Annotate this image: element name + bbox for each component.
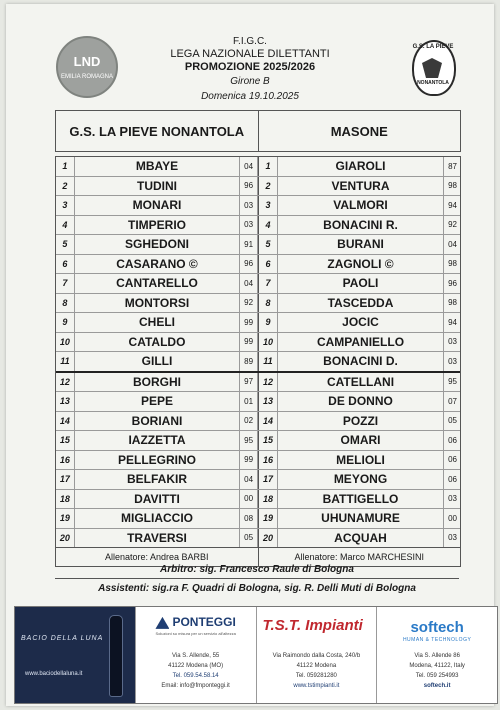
roster-row — [56, 196, 460, 216]
birth-year: 95 — [239, 431, 258, 450]
shirt-number: 7 — [56, 274, 75, 293]
player-name: BORGHI — [133, 374, 181, 389]
birth-year: 94 — [443, 313, 461, 332]
birth-year: 95 — [443, 373, 461, 392]
birth-year: 99 — [239, 451, 258, 470]
roster-row — [56, 509, 460, 529]
birth-year: 03 — [443, 490, 461, 509]
roster-rows — [56, 157, 460, 547]
birth-year: 99 — [239, 333, 258, 352]
away-team-name: MASONE — [258, 111, 461, 151]
away-player — [258, 431, 461, 450]
sponsor-banner — [14, 606, 498, 704]
crest-bottom-text: NONANTOLA — [417, 80, 449, 86]
birth-year: 96 — [239, 255, 258, 274]
away-player — [258, 529, 461, 548]
birth-year: 07 — [443, 392, 461, 411]
home-player — [56, 333, 258, 352]
sponsor-tst — [257, 607, 378, 703]
shirt-number: 4 — [259, 216, 278, 235]
shirt-number: 9 — [56, 313, 75, 332]
bottle-icon — [109, 615, 123, 697]
player-name: POZZI — [342, 413, 379, 428]
shirt-number: 3 — [56, 196, 75, 215]
player-name: MBAYE — [135, 159, 179, 174]
lnd-logo-subtext: EMILIA ROMAGNA — [60, 74, 113, 80]
league-name: LEGA NAZIONALE DILETTANTI — [170, 48, 330, 60]
officials — [55, 560, 459, 597]
away-player — [258, 235, 461, 254]
shirt-number: 11 — [56, 352, 75, 371]
birth-year: 08 — [239, 509, 258, 528]
player-name: BORIANI — [131, 413, 183, 428]
shirt-number: 10 — [259, 333, 278, 352]
birth-year: 04 — [239, 157, 258, 176]
ponteggi-logo-icon — [155, 617, 169, 629]
home-player — [56, 392, 258, 411]
home-player — [56, 255, 258, 274]
birth-year: 91 — [239, 235, 258, 254]
shirt-number: 17 — [259, 470, 278, 489]
home-player — [56, 470, 258, 489]
roster-row — [56, 451, 460, 471]
birth-year: 99 — [239, 313, 258, 332]
birth-year: 89 — [239, 352, 258, 371]
assistants: Assistenti: sig.ra F. Quadri di Bologna, sig. R. Delli Muti di Bologna — [98, 582, 416, 594]
player-name: JOCIC — [342, 315, 379, 330]
shirt-number: 18 — [56, 490, 75, 509]
birth-year: 05 — [239, 529, 258, 548]
player-name: DAVITTI — [134, 491, 180, 506]
lnd-logo-text: LND — [73, 54, 101, 69]
birth-year: 96 — [239, 177, 258, 196]
shirt-number: 16 — [259, 451, 278, 470]
away-player — [258, 216, 461, 235]
away-player — [258, 333, 461, 352]
player-name: CASARANO © — [116, 256, 198, 271]
player-name: CATELLANI — [326, 374, 395, 389]
home-team-name: G.S. LA PIEVE NONANTOLA — [69, 123, 245, 139]
referee: Arbitro: sig. Francesco Raule di Bologna — [55, 560, 459, 579]
player-name: MEYONG — [333, 472, 388, 487]
away-player — [258, 392, 461, 411]
birth-year: 03 — [443, 529, 461, 548]
sponsor-name: PONTEGGI — [172, 615, 236, 629]
shirt-number: 19 — [56, 509, 75, 528]
birth-year: 03 — [443, 352, 461, 371]
player-name: MONARI — [132, 198, 182, 213]
roster-row — [56, 255, 460, 275]
sponsor-name: T.S.T. Impianti — [262, 617, 363, 634]
shirt-number: 17 — [56, 470, 75, 489]
shirt-number: 16 — [56, 451, 75, 470]
sponsor-softech — [377, 607, 497, 703]
championship: PROMOZIONE 2025/2026 — [184, 61, 316, 73]
sponsor-name: BACIO DELLA LUNA — [21, 635, 104, 642]
birth-year: 98 — [443, 255, 461, 274]
player-name: BELFAKIR — [127, 472, 187, 487]
player-name: OMARI — [340, 433, 381, 448]
match-date: Domenica 19.10.2025 — [201, 91, 299, 102]
player-name: SGHEDONI — [124, 237, 189, 252]
away-player — [258, 412, 461, 431]
roster-row — [56, 333, 460, 353]
birth-year: 94 — [443, 196, 461, 215]
player-name: ZAGNOLI © — [327, 256, 394, 271]
roster-row — [56, 529, 460, 548]
birth-year: 03 — [239, 216, 258, 235]
shirt-number: 15 — [56, 431, 75, 450]
shirt-number: 20 — [259, 529, 278, 548]
sponsor-address-block — [136, 651, 256, 691]
roster-row — [56, 412, 460, 432]
home-player — [56, 412, 258, 431]
home-player — [56, 235, 258, 254]
away-player — [258, 352, 461, 371]
away-player — [258, 196, 461, 215]
roster-row — [56, 177, 460, 197]
shirt-number: 8 — [259, 294, 278, 313]
sponsor-name: softech — [410, 619, 464, 636]
player-name: VALMORI — [333, 198, 388, 213]
ponteggi-logo — [136, 615, 256, 629]
shirt-number: 13 — [56, 392, 75, 411]
birth-year: 98 — [443, 294, 461, 313]
sponsor-url: softech.it — [423, 683, 451, 689]
roster-row — [56, 313, 460, 333]
sponsor-address: Via Raimondo dalla Costa, 240/b — [272, 653, 361, 659]
home-player — [56, 196, 258, 215]
player-name: MIGLIACCIO — [121, 511, 193, 526]
player-name: PELLEGRINO — [117, 452, 196, 467]
player-name: MONTORSI — [124, 295, 190, 310]
sponsor-tagline: Soluzioni su misura per un servizio all'altezza — [155, 631, 236, 636]
birth-year: 03 — [443, 333, 461, 352]
shirt-number: 8 — [56, 294, 75, 313]
shirt-number: 9 — [259, 313, 278, 332]
away-player — [258, 373, 461, 392]
shirt-number: 18 — [259, 490, 278, 509]
away-player — [258, 177, 461, 196]
player-name: PEPE — [140, 394, 173, 409]
shirt-number: 1 — [56, 157, 75, 176]
player-name: BURANI — [337, 237, 384, 252]
birth-year: 92 — [443, 216, 461, 235]
sponsor-tagline: HUMAN & TECHNOLOGY — [402, 637, 472, 643]
federation: F.I.G.C. — [233, 36, 267, 47]
birth-year: 02 — [239, 412, 258, 431]
sponsor-address: Via S. Allende 86 — [414, 653, 460, 659]
player-name: DE DONNO — [328, 394, 393, 409]
roster-row — [56, 431, 460, 451]
player-name: CANTARELLO — [116, 276, 198, 291]
roster-row — [56, 216, 460, 236]
sponsor-city: 41122 Modena — [296, 663, 337, 669]
group: Girone B — [230, 76, 270, 87]
sponsor-tel: Tel. 059281280 — [295, 673, 337, 679]
player-name: MELIOLI — [336, 452, 385, 467]
shirt-number: 12 — [259, 373, 278, 392]
away-player — [258, 313, 461, 332]
player-name: GIAROLI — [335, 159, 386, 174]
shirt-number: 19 — [259, 509, 278, 528]
away-player — [258, 509, 461, 528]
roster-row — [56, 235, 460, 255]
birth-year: 04 — [239, 470, 258, 489]
player-name: VENTURA — [331, 178, 390, 193]
birth-year: 98 — [443, 177, 461, 196]
roster-row — [56, 470, 460, 490]
sponsor-address-block — [257, 651, 377, 691]
sponsor-city: 41122 Modena (MO) — [168, 663, 224, 669]
sponsor-tel: Tel. 059 254993 — [415, 673, 459, 679]
birth-year: 96 — [443, 274, 461, 293]
shirt-number: 5 — [56, 235, 75, 254]
away-player — [258, 470, 461, 489]
sponsor-url: www.baciodellaluna.it — [25, 671, 83, 677]
birth-year: 05 — [443, 412, 461, 431]
birth-year: 06 — [443, 431, 461, 450]
player-name: IAZZETTA — [128, 433, 186, 448]
roster-row — [56, 490, 460, 510]
birth-year: 00 — [443, 509, 461, 528]
roster-row — [56, 157, 460, 177]
player-name: BONACINI R. — [323, 217, 398, 232]
home-player — [56, 177, 258, 196]
home-player — [56, 216, 258, 235]
shirt-number: 4 — [56, 216, 75, 235]
shirt-number: 1 — [259, 157, 278, 176]
birth-year: 04 — [443, 235, 461, 254]
away-coach: Allenatore: Marco MARCHESINI — [258, 548, 461, 566]
player-name: ACQUAH — [334, 530, 387, 545]
home-coach: Allenatore: Andrea BARBI — [104, 552, 209, 562]
birth-year: 87 — [443, 157, 461, 176]
sponsor-address: Via S. Allende, 55 — [171, 653, 220, 659]
home-player — [56, 529, 258, 548]
birth-year: 00 — [239, 490, 258, 509]
sponsor-address-block — [377, 651, 497, 691]
player-name: CAMPANIELLO — [316, 334, 405, 349]
crest-top-text: G.S. LA PIEVE — [412, 44, 454, 50]
shirt-number: 10 — [56, 333, 75, 352]
birth-year: 97 — [239, 373, 258, 392]
away-player — [258, 490, 461, 509]
sponsor-bacio-della-luna — [15, 607, 136, 703]
player-name: BATTIGELLO — [322, 491, 399, 506]
shirt-number: 15 — [259, 431, 278, 450]
home-player — [56, 157, 258, 176]
player-name: CATALDO — [128, 334, 186, 349]
player-name: GILLI — [141, 354, 173, 369]
roster-table — [55, 156, 461, 567]
birth-year: 03 — [239, 196, 258, 215]
player-name: TRAVERSI — [127, 530, 187, 545]
home-player — [56, 509, 258, 528]
roster-row — [56, 294, 460, 314]
shirt-number: 14 — [56, 412, 75, 431]
birth-year: 06 — [443, 451, 461, 470]
shirt-number: 5 — [259, 235, 278, 254]
shirt-number: 14 — [259, 412, 278, 431]
roster-row — [56, 373, 460, 393]
birth-year: 92 — [239, 294, 258, 313]
shirt-number: 11 — [259, 352, 278, 371]
home-player — [56, 431, 258, 450]
player-name: CHELI — [139, 315, 175, 330]
away-player — [258, 294, 461, 313]
teams-header — [55, 110, 461, 152]
home-player — [56, 313, 258, 332]
away-player — [258, 451, 461, 470]
shirt-number: 20 — [56, 529, 75, 548]
home-player — [56, 451, 258, 470]
sponsor-url: www.tstimpianti.it — [293, 683, 340, 689]
home-player — [56, 294, 258, 313]
player-name: TASCEDDA — [327, 295, 394, 310]
birth-year: 04 — [239, 274, 258, 293]
birth-year: 06 — [443, 470, 461, 489]
shirt-number: 7 — [259, 274, 278, 293]
shirt-number: 3 — [259, 196, 278, 215]
player-name: UHUNAMURE — [321, 511, 400, 526]
player-name: PAOLI — [342, 276, 379, 291]
away-player — [258, 274, 461, 293]
home-player — [56, 352, 258, 371]
shirt-number: 13 — [259, 392, 278, 411]
away-player — [258, 255, 461, 274]
sponsor-email: Email: info@fmponteggi.it — [161, 683, 230, 689]
birth-year: 01 — [239, 392, 258, 411]
home-player — [56, 373, 258, 392]
shirt-number: 6 — [259, 255, 278, 274]
shirt-number: 6 — [56, 255, 75, 274]
shirt-number: 2 — [259, 177, 278, 196]
shirt-number: 2 — [56, 177, 75, 196]
player-name: TIMPERIO — [127, 217, 186, 232]
player-name: TUDINI — [137, 178, 177, 193]
sponsor-city: Modena, 41122, Italy — [409, 663, 465, 669]
away-player — [258, 157, 461, 176]
home-player — [56, 490, 258, 509]
sponsor-tel: Tel. 059.54.58.14 — [172, 673, 219, 679]
home-player — [56, 274, 258, 293]
sponsor-ponteggi — [136, 607, 257, 703]
roster-row — [56, 274, 460, 294]
player-name: BONACINI D. — [323, 354, 398, 369]
roster-row — [56, 392, 460, 412]
roster-row — [56, 352, 460, 373]
shirt-number: 12 — [56, 373, 75, 392]
